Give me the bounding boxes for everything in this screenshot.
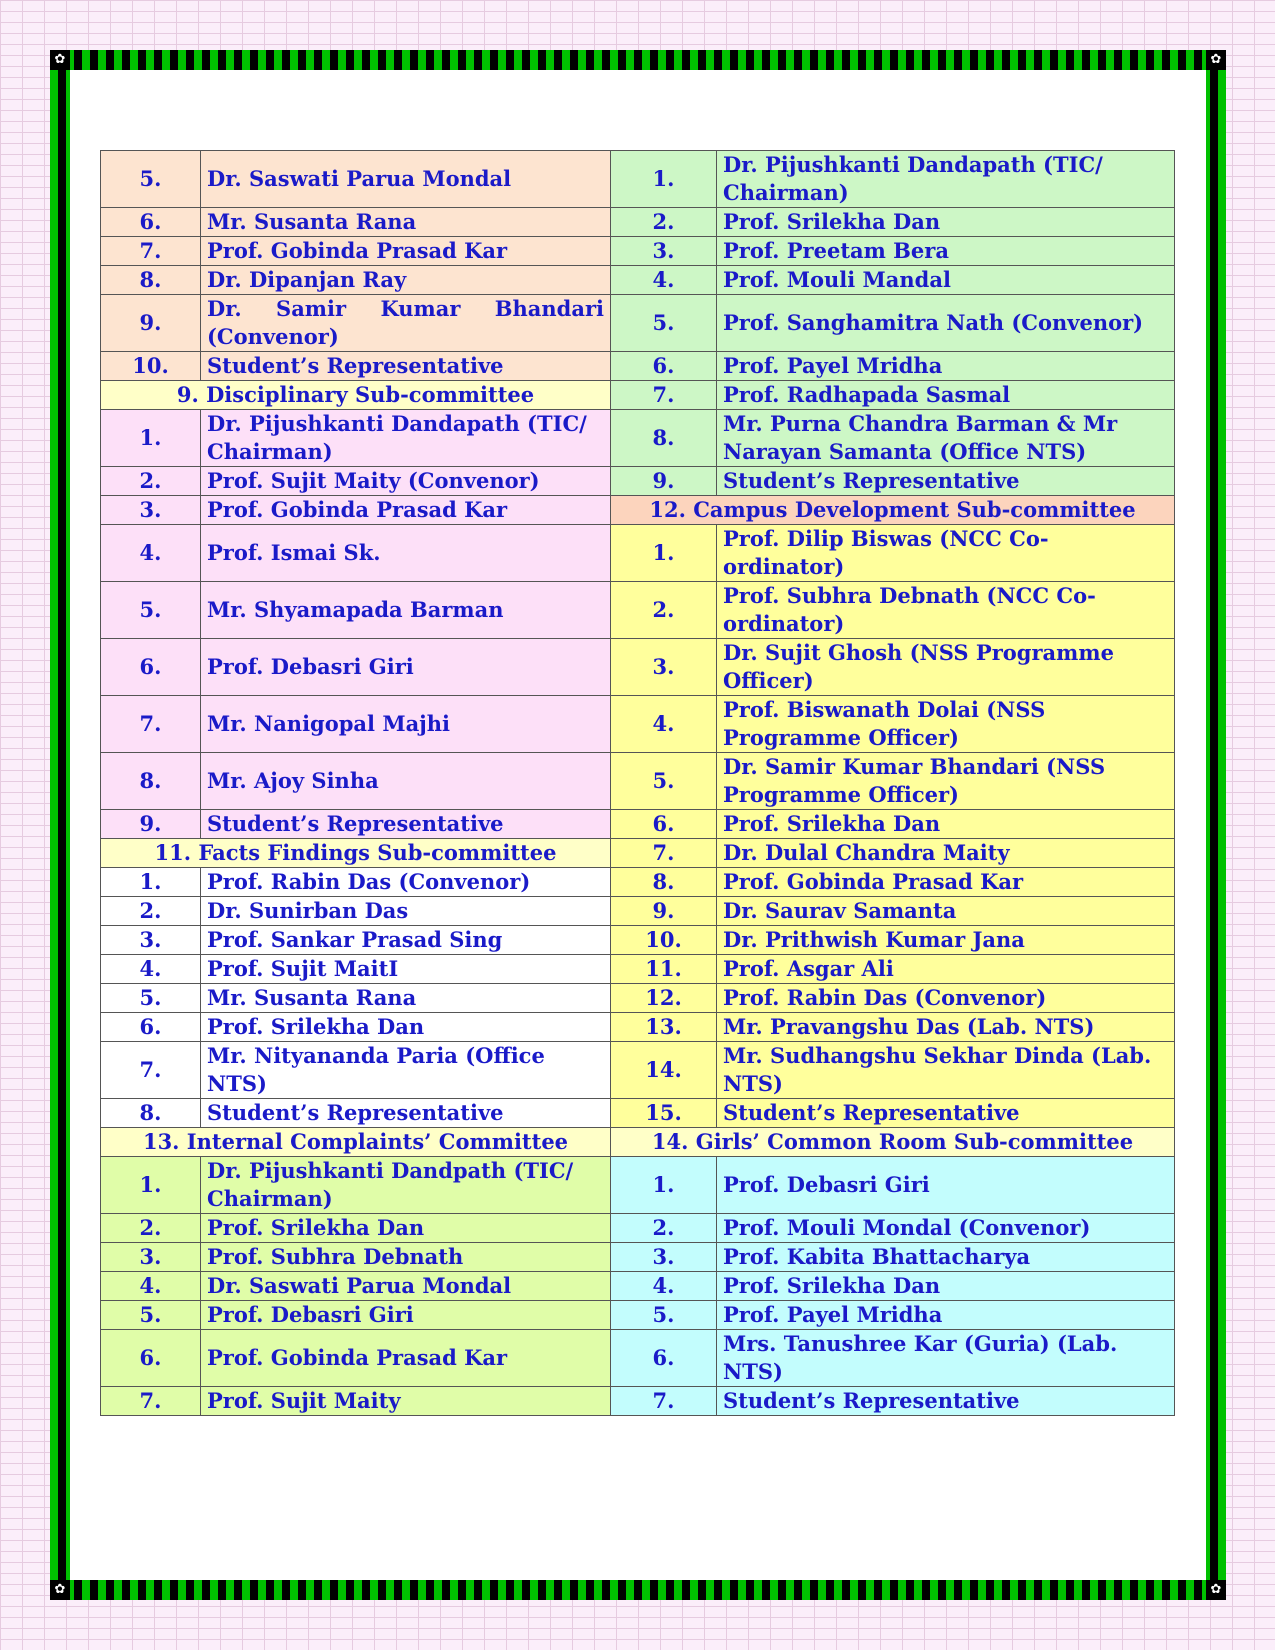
table-row	[101, 753, 1175, 810]
member-name: Prof. Sujit Maity (Convenor)	[201, 467, 611, 496]
member-serial-number: 2.	[101, 897, 201, 926]
member-serial-number: 10.	[101, 352, 201, 381]
committee-table-body	[101, 151, 1175, 1416]
member-serial-number: 3.	[101, 496, 201, 525]
member-name: Prof. Dilip Biswas (NCC Co-ordinator)	[717, 525, 1175, 582]
member-name: Mr. Purna Chandra Barman & Mr Narayan Samanta (Office NTS)	[717, 410, 1175, 467]
member-serial-number: 4.	[101, 1272, 201, 1301]
member-name: Mrs. Tanushree Kar (Guria) (Lab. NTS)	[717, 1330, 1175, 1387]
table-row	[101, 151, 1175, 208]
member-serial-number: 9.	[611, 467, 717, 496]
committee-heading: 14. Girls’ Common Room Sub-committee	[611, 1128, 1175, 1157]
member-serial-number: 7.	[101, 696, 201, 753]
table-row	[101, 496, 1175, 525]
member-serial-number: 5.	[101, 984, 201, 1013]
member-serial-number: 2.	[611, 208, 717, 237]
member-name: Prof. Rabin Das (Convenor)	[717, 984, 1175, 1013]
table-row	[101, 467, 1175, 496]
table-row	[101, 1272, 1175, 1301]
member-name: Dr. Saurav Samanta	[717, 897, 1175, 926]
member-name: Student’s Representative	[717, 467, 1175, 496]
member-name: Mr. Shyamapada Barman	[201, 582, 611, 639]
member-name: Prof. Sanghamitra Nath (Convenor)	[717, 295, 1175, 352]
member-name: Prof. Sankar Prasad Sing	[201, 926, 611, 955]
member-name: Dr. Sunirban Das	[201, 897, 611, 926]
table-row	[101, 1099, 1175, 1128]
member-name: Mr. Nanigopal Majhi	[201, 696, 611, 753]
member-serial-number: 7.	[101, 1387, 201, 1416]
member-serial-number: 8.	[101, 1099, 201, 1128]
member-name: Mr. Susanta Rana	[201, 208, 611, 237]
member-name: Prof. Mouli Mondal (Convenor)	[717, 1214, 1175, 1243]
table-row	[101, 1013, 1175, 1042]
member-serial-number: 1.	[611, 525, 717, 582]
member-serial-number: 9.	[611, 897, 717, 926]
member-name: Dr. Saswati Parua Mondal	[201, 151, 611, 208]
member-name: Dr. Samir Kumar Bhandari (NSS Programme Officer)	[717, 753, 1175, 810]
member-serial-number: 2.	[101, 467, 201, 496]
member-serial-number: 3.	[611, 237, 717, 266]
member-name: Prof. Srilekha Dan	[717, 208, 1175, 237]
member-name: Mr. Ajoy Sinha	[201, 753, 611, 810]
member-name: Student’s Representative	[201, 810, 611, 839]
member-name: Prof. Debasri Giri	[717, 1157, 1175, 1214]
member-serial-number: 15.	[611, 1099, 717, 1128]
table-row	[101, 926, 1175, 955]
member-name: Prof. Rabin Das (Convenor)	[201, 868, 611, 897]
table-row	[101, 868, 1175, 897]
member-name: Prof. Subhra Debnath	[201, 1243, 611, 1272]
member-name: Prof. Biswanath Dolai (NSS Programme Officer)	[717, 696, 1175, 753]
member-serial-number: 6.	[101, 208, 201, 237]
member-name: Student’s Representative	[717, 1387, 1175, 1416]
corner-ornament-icon: ✿	[50, 50, 70, 70]
member-serial-number: 7.	[611, 381, 717, 410]
committee-heading: 11. Facts Findings Sub-committee	[101, 839, 611, 868]
member-name: Mr. Pravangshu Das (Lab. NTS)	[717, 1013, 1175, 1042]
table-row	[101, 1157, 1175, 1214]
member-name: Prof. Gobinda Prasad Kar	[201, 1330, 611, 1387]
member-serial-number: 8.	[101, 753, 201, 810]
member-serial-number: 11.	[611, 955, 717, 984]
member-name: Dr. Pijushkanti Dandapath (TIC/ Chairman)	[717, 151, 1175, 208]
member-serial-number: 5.	[611, 753, 717, 810]
member-serial-number: 4.	[611, 1272, 717, 1301]
member-serial-number: 1.	[611, 1157, 717, 1214]
member-name: Prof. Gobinda Prasad Kar	[201, 496, 611, 525]
table-row	[101, 1330, 1175, 1387]
member-serial-number: 1.	[101, 410, 201, 467]
member-serial-number: 7.	[611, 1387, 717, 1416]
member-name: Prof. Srilekha Dan	[201, 1214, 611, 1243]
member-serial-number: 1.	[101, 868, 201, 897]
member-serial-number: 5.	[101, 1301, 201, 1330]
member-name: Prof. Mouli Mandal	[717, 266, 1175, 295]
member-serial-number: 2.	[611, 1214, 717, 1243]
member-name: Prof. Sujit Maity	[201, 1387, 611, 1416]
table-row	[101, 1387, 1175, 1416]
table-row	[101, 208, 1175, 237]
table-row	[101, 525, 1175, 582]
member-serial-number: 5.	[101, 151, 201, 208]
member-serial-number: 8.	[101, 266, 201, 295]
member-serial-number: 9.	[101, 810, 201, 839]
table-row	[101, 839, 1175, 868]
committee-table	[100, 150, 1175, 1416]
table-row	[101, 237, 1175, 266]
member-serial-number: 7.	[101, 1042, 201, 1099]
member-name: Prof. Ismai Sk.	[201, 525, 611, 582]
member-serial-number: 3.	[101, 926, 201, 955]
member-serial-number: 1.	[611, 151, 717, 208]
member-name: Prof. Gobinda Prasad Kar	[717, 868, 1175, 897]
member-name: Prof. Srilekha Dan	[717, 810, 1175, 839]
member-serial-number: 2.	[101, 1214, 201, 1243]
member-serial-number: 6.	[101, 1013, 201, 1042]
member-name: Dr. Prithwish Kumar Jana	[717, 926, 1175, 955]
member-name: Prof. Preetam Bera	[717, 237, 1175, 266]
table-row	[101, 410, 1175, 467]
member-serial-number: 10.	[611, 926, 717, 955]
table-row	[101, 266, 1175, 295]
member-serial-number: 12.	[611, 984, 717, 1013]
table-row	[101, 810, 1175, 839]
member-name: Mr. Nityananda Paria (Office NTS)	[201, 1042, 611, 1099]
member-serial-number: 5.	[101, 582, 201, 639]
committee-heading: 13. Internal Complaints’ Committee	[101, 1128, 611, 1157]
member-name: Prof. Sujit MaitI	[201, 955, 611, 984]
member-name: Prof. Debasri Giri	[201, 639, 611, 696]
member-name: Student’s Representative	[201, 1099, 611, 1128]
member-name: Mr. Sudhangshu Sekhar Dinda (Lab. NTS)	[717, 1042, 1175, 1099]
member-serial-number: 9.	[101, 295, 201, 352]
member-serial-number: 3.	[611, 639, 717, 696]
member-serial-number: 3.	[101, 1243, 201, 1272]
member-serial-number: 13.	[611, 1013, 717, 1042]
member-name: Dr. Saswati Parua Mondal	[201, 1272, 611, 1301]
member-serial-number: 4.	[611, 266, 717, 295]
corner-ornament-icon: ✿	[1206, 50, 1226, 70]
member-name: Prof. Payel Mridha	[717, 352, 1175, 381]
member-serial-number: 2.	[611, 582, 717, 639]
member-name: Dr. Dipanjan Ray	[201, 266, 611, 295]
member-name: Prof. Subhra Debnath (NCC Co-ordinator)	[717, 582, 1175, 639]
table-row	[101, 1042, 1175, 1099]
member-name: Prof. Debasri Giri	[201, 1301, 611, 1330]
committee-heading: 12. Campus Development Sub-committee	[611, 496, 1175, 525]
table-row	[101, 352, 1175, 381]
member-name: Prof. Radhapada Sasmal	[717, 381, 1175, 410]
table-row	[101, 295, 1175, 352]
member-name: Mr. Susanta Rana	[201, 984, 611, 1013]
member-serial-number: 4.	[101, 525, 201, 582]
table-row	[101, 984, 1175, 1013]
table-row	[101, 1243, 1175, 1272]
member-name: Dr. Dulal Chandra Maity	[717, 839, 1175, 868]
member-serial-number: 5.	[611, 1301, 717, 1330]
member-serial-number: 7.	[101, 237, 201, 266]
member-name: Dr. Pijushkanti Dandapath (TIC/ Chairman)	[201, 410, 611, 467]
member-serial-number: 8.	[611, 868, 717, 897]
member-serial-number: 4.	[611, 696, 717, 753]
member-name: Prof. Srilekha Dan	[201, 1013, 611, 1042]
member-name: Dr. Samir Kumar Bhandari (Convenor)	[201, 295, 611, 352]
table-row	[101, 897, 1175, 926]
member-serial-number: 5.	[611, 295, 717, 352]
member-name: Student’s Representative	[717, 1099, 1175, 1128]
member-name: Student’s Representative	[201, 352, 611, 381]
table-row	[101, 381, 1175, 410]
member-serial-number: 8.	[611, 410, 717, 467]
member-name: Prof. Kabita Bhattacharya	[717, 1243, 1175, 1272]
member-serial-number: 14.	[611, 1042, 717, 1099]
member-serial-number: 6.	[611, 810, 717, 839]
member-serial-number: 6.	[101, 1330, 201, 1387]
member-serial-number: 7.	[611, 839, 717, 868]
member-serial-number: 6.	[101, 639, 201, 696]
member-name: Prof. Asgar Ali	[717, 955, 1175, 984]
table-row	[101, 639, 1175, 696]
corner-ornament-icon: ✿	[50, 1580, 70, 1600]
committee-heading: 9. Disciplinary Sub-committee	[101, 381, 611, 410]
table-row	[101, 1301, 1175, 1330]
table-row	[101, 1128, 1175, 1157]
member-serial-number: 4.	[101, 955, 201, 984]
table-row	[101, 582, 1175, 639]
member-name: Dr. Pijushkanti Dandpath (TIC/ Chairman)	[201, 1157, 611, 1214]
member-name: Prof. Srilekha Dan	[717, 1272, 1175, 1301]
member-name: Dr. Sujit Ghosh (NSS Programme Officer)	[717, 639, 1175, 696]
member-serial-number: 3.	[611, 1243, 717, 1272]
member-name: Prof. Payel Mridha	[717, 1301, 1175, 1330]
corner-ornament-icon: ✿	[1206, 1580, 1226, 1600]
table-row	[101, 696, 1175, 753]
table-row	[101, 955, 1175, 984]
member-serial-number: 1.	[101, 1157, 201, 1214]
member-name: Prof. Gobinda Prasad Kar	[201, 237, 611, 266]
member-serial-number: 6.	[611, 1330, 717, 1387]
table-row	[101, 1214, 1175, 1243]
member-serial-number: 6.	[611, 352, 717, 381]
